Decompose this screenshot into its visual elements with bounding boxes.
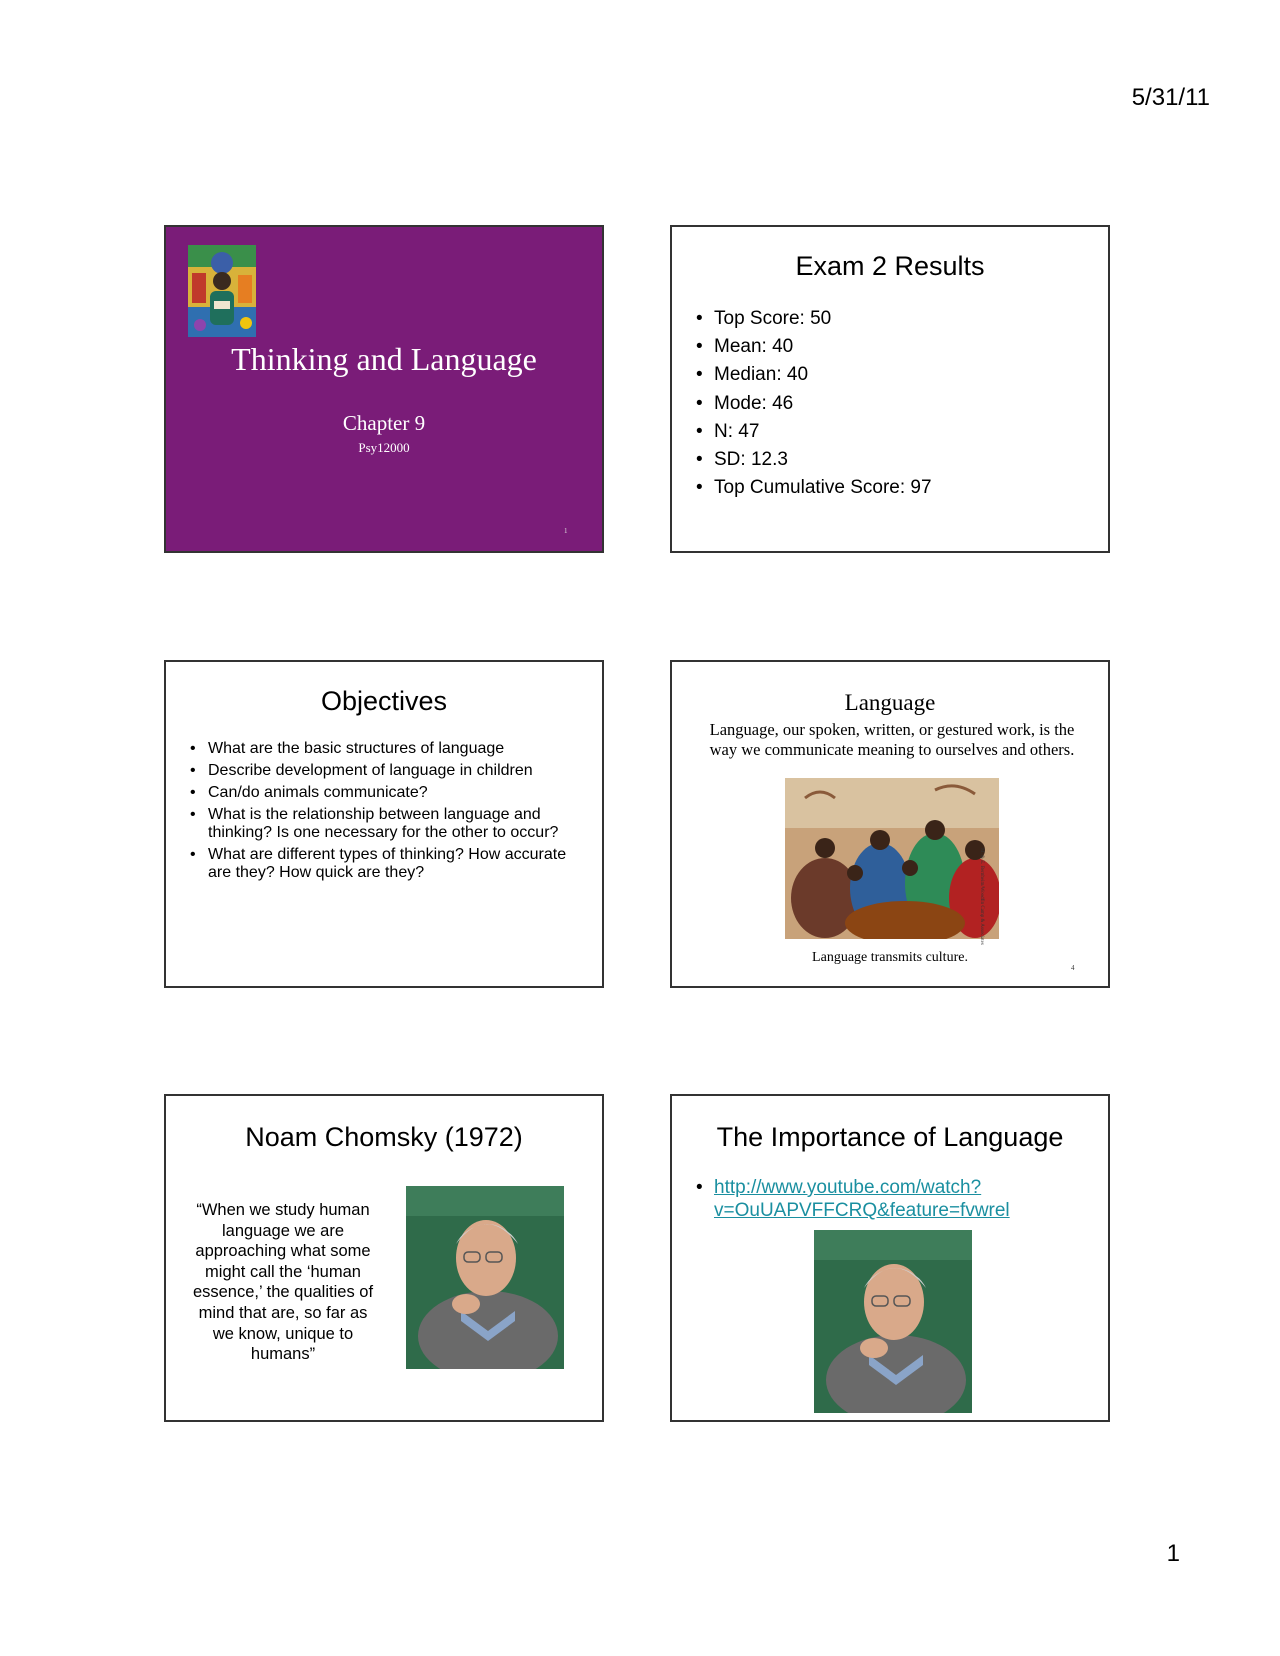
- youtube-video-link[interactable]: [714, 1177, 1010, 1221]
- language-definition: Language, our spoken, written, or gestured work, is the way we communicate meaning to ourselves and others.: [709, 720, 1075, 759]
- list-item-text: SD: 12.3: [714, 448, 788, 470]
- objectives-slide: [164, 660, 604, 988]
- list-item-text: Describe development of language in children: [208, 762, 533, 779]
- chomsky-quote-slide: [164, 1094, 604, 1422]
- link-text-line-2[interactable]: v=OuUAPVFFCRQ&feature=fvwrel: [714, 1200, 1010, 1221]
- slide-number: 1: [564, 527, 568, 535]
- link-text-line-1[interactable]: http://www.youtube.com/watch?: [714, 1177, 982, 1198]
- title-slide: [164, 225, 604, 553]
- bullet-icon: •: [190, 740, 196, 757]
- slide-title: Objectives: [320, 686, 448, 716]
- list-item: [696, 333, 1086, 361]
- slide-number: 4: [1071, 964, 1075, 972]
- chapter-label: Chapter 9: [342, 411, 426, 435]
- bullet-icon: •: [190, 806, 196, 823]
- photo-caption: Language transmits culture.: [812, 950, 968, 965]
- bullet-icon: •: [696, 364, 703, 386]
- course-label: Psy12000: [358, 440, 410, 455]
- list-item-text: What is the relationship between language and thinking? Is one necessary for the other to occur?: [208, 806, 559, 841]
- list-item-text: Mean: 40: [714, 336, 794, 358]
- page-number: 1: [1166, 1540, 1180, 1567]
- list-item-text: Can/do animals communicate?: [208, 784, 428, 801]
- bullet-icon: •: [190, 762, 196, 779]
- chomsky-portrait-photo: [406, 1186, 564, 1369]
- bullet-icon: •: [696, 477, 703, 499]
- chomsky-quote: “When we study human language we are approaching what some might call the ‘human essence,’ the qualities of mind that are, so far as we know, unique to humans”: [192, 1201, 374, 1364]
- photo-credit: M. & E. Bernheim/Woodfin Camp & Associates: [979, 848, 984, 945]
- slide-title: Language: [844, 690, 936, 715]
- bullet-icon: •: [190, 784, 196, 801]
- bullet-icon: •: [696, 392, 703, 414]
- list-item: [190, 846, 582, 882]
- list-item: [696, 1176, 1096, 1222]
- list-item-text: Top Cumulative Score: 97: [714, 477, 932, 499]
- list-item: [696, 446, 1086, 474]
- list-item: [190, 762, 582, 780]
- chomsky-portrait-photo: [814, 1230, 972, 1413]
- page-date: 5/31/11: [1131, 84, 1210, 111]
- bullet-icon: •: [696, 336, 703, 358]
- decorative-artwork-image: [188, 245, 256, 337]
- list-item: [696, 418, 1086, 446]
- bullet-icon: •: [696, 448, 703, 470]
- bullet-icon: •: [190, 846, 196, 863]
- list-item-text: Top Score: 50: [714, 308, 832, 329]
- list-item-text: What are the basic structures of language: [208, 740, 505, 757]
- list-item: [696, 361, 1086, 389]
- slide-title: Noam Chomsky (1972): [245, 1122, 523, 1152]
- list-item: [190, 784, 582, 802]
- results-list: [696, 305, 1086, 502]
- importance-of-language-slide: [670, 1094, 1110, 1422]
- list-item-text: Median: 40: [714, 364, 809, 386]
- bullet-icon: •: [696, 308, 703, 329]
- bullet-icon: •: [696, 1177, 703, 1198]
- slide-title: Exam 2 Results: [795, 251, 985, 281]
- list-item-text: N: 47: [714, 420, 760, 442]
- bullet-icon: •: [696, 420, 703, 442]
- slide-title: Thinking and Language: [231, 341, 537, 377]
- group-storytelling-photo: [785, 778, 999, 939]
- list-item: [696, 474, 1086, 502]
- list-item-text: Mode: 46: [714, 392, 794, 414]
- list-item: [190, 806, 582, 842]
- list-item: [696, 305, 1086, 333]
- exam-results-slide: [670, 225, 1110, 553]
- list-item: [696, 390, 1086, 418]
- objectives-list: [190, 740, 582, 886]
- list-item-text: What are different types of thinking? How accurate are they? How quick are they?: [208, 846, 567, 881]
- slide-title: The Importance of Language: [716, 1122, 1064, 1152]
- link-list: [696, 1176, 1096, 1222]
- list-item: [190, 740, 582, 758]
- language-slide: [670, 660, 1110, 988]
